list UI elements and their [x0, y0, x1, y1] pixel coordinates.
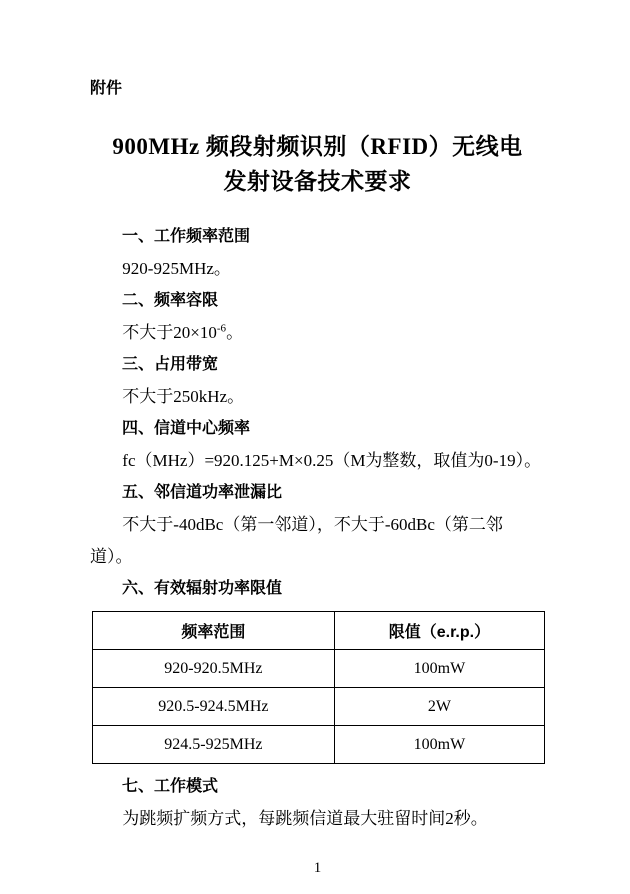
- table-row: [93, 688, 545, 726]
- table-cell-frequency: 920-920.5MHz: [93, 650, 335, 688]
- table-cell-frequency: 924.5-925MHz: [93, 726, 335, 764]
- section-6-heading: 六、有效辐射功率限值: [122, 580, 283, 597]
- table-header-row: [93, 612, 545, 650]
- section-2-body-tail: 。: [226, 323, 244, 342]
- table-row: [93, 726, 545, 764]
- document-title-line2: 发射设备技术要求: [223, 169, 412, 194]
- section-7-heading: 七、工作模式: [122, 778, 219, 795]
- section-4-heading: 四、信道中心频率: [122, 420, 251, 437]
- table-cell-limit: 2W: [334, 688, 544, 726]
- table-cell-limit: 100mW: [334, 726, 544, 764]
- section-1-body: 920-925MHz。: [122, 259, 231, 278]
- section-3-heading: 三、占用带宽: [122, 356, 219, 373]
- section-2-body-superscript: -6: [216, 322, 227, 335]
- attachment-label: 附件: [90, 80, 123, 97]
- section-7-body: 为跳频扩频方式，每跳频信道最大驻留时间2秒。: [122, 809, 488, 828]
- document-title: [90, 129, 545, 199]
- table-cell-frequency: 920.5-924.5MHz: [93, 688, 335, 726]
- document-title-line1: 900MHz 频段射频识别（RFID）无线电: [112, 134, 523, 159]
- section-4-body: fc（MHz）=920.125+M×0.25（M为整数，取值为0-19）。: [122, 451, 542, 470]
- table-header-erp-limit: 限值（e.r.p.）: [334, 612, 544, 650]
- section-5-heading: 五、邻信道功率泄漏比: [122, 484, 283, 501]
- section-2-body: [90, 317, 545, 349]
- section-2-heading: 二、频率容限: [122, 292, 219, 309]
- section-5-body: 不大于-40dBc（第一邻道），不大于-60dBc（第二邻道）。: [90, 515, 503, 566]
- section-2-body-main: 不大于20×10: [122, 323, 217, 342]
- section-3-body: 不大于250kHz。: [122, 387, 245, 406]
- section-1-heading: 一、工作频率范围: [122, 228, 251, 245]
- page-content: [90, 0, 545, 877]
- table-row: [93, 650, 545, 688]
- erp-limits-table: [92, 611, 545, 764]
- sections: [90, 221, 545, 835]
- table-header-frequency-range: 频率范围: [93, 612, 335, 650]
- page-number: 1: [313, 860, 322, 876]
- table-cell-limit: 100mW: [334, 650, 544, 688]
